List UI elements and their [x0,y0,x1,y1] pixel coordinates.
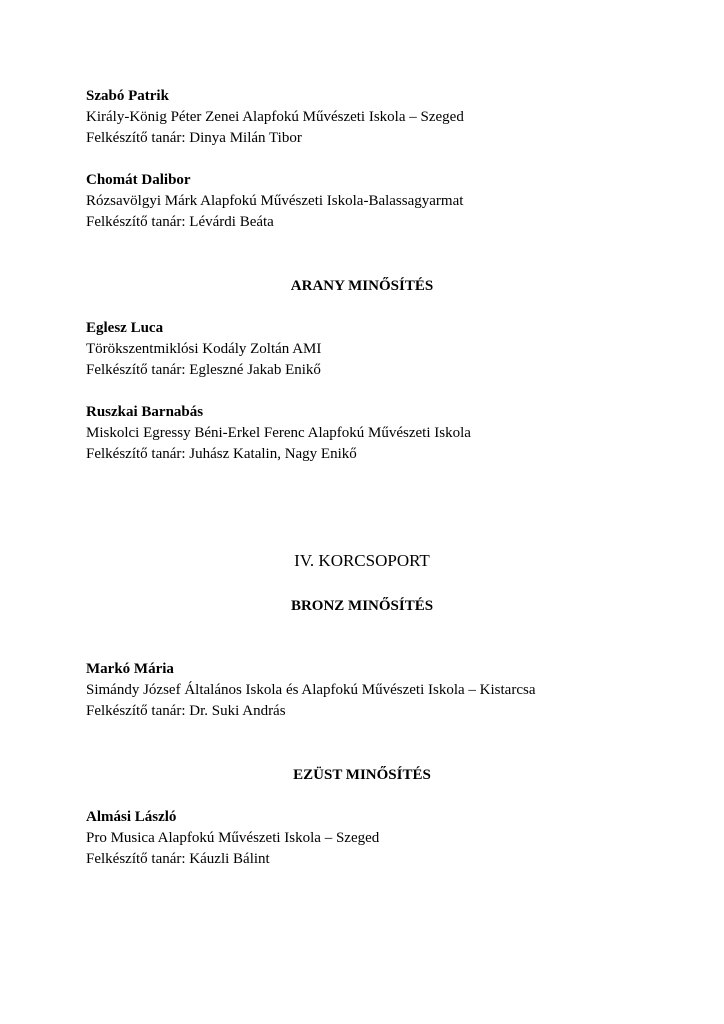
entry-school: Rózsavölgyi Márk Alapfokú Művészeti Iskola-Balassagyarmat [86,193,464,209]
entry-teacher: Felkészítő tanár: Káuzli Bálint [86,851,270,867]
entry-school: Király-König Péter Zenei Alapfokú Művészeti Iskola – Szeged [86,109,464,125]
entry-name: Szabó Patrik [86,88,169,104]
entry-almasi-laszlo [86,807,686,870]
entry-chomat-dalibor [86,170,686,233]
entry-marko-maria [86,659,686,722]
entry-name: Almási László [86,809,177,825]
entry-teacher: Felkészítő tanár: Egleszné Jakab Enikő [86,362,321,378]
entry-ruszkai-barnabas [86,402,686,465]
entry-school: Pro Musica Alapfokú Művészeti Iskola – Szeged [86,830,380,846]
section-heading-ezust: EZÜST MINŐSÍTÉS [293,767,431,783]
entry-school: Miskolci Egressy Béni-Erkel Ferenc Alapfokú Művészeti Iskola [86,425,471,441]
entry-name: Eglesz Luca [86,320,164,336]
entry-name: Markó Mária [86,661,174,677]
entry-school: Törökszentmiklósi Kodály Zoltán AMI [86,341,322,357]
entry-szabo-patrik [86,86,686,149]
entry-school: Simándy József Általános Iskola és Alapfokú Művészeti Iskola – Kistarcsa [86,682,536,698]
entry-teacher: Felkészítő tanár: Juhász Katalin, Nagy Enikő [86,446,357,462]
entry-eglesz-luca [86,318,686,381]
section-heading-arany: ARANY MINŐSÍTÉS [290,278,434,294]
entry-teacher: Felkészítő tanár: Dinya Milán Tibor [86,130,302,146]
entry-teacher: Felkészítő tanár: Dr. Suki András [86,703,286,719]
entry-teacher: Felkészítő tanár: Lévárdi Beáta [86,214,274,230]
entry-name: Chomát Dalibor [86,172,191,188]
section-heading-bronz: BRONZ MINŐSÍTÉS [290,598,434,614]
age-group-title: IV. KORCSOPORT [294,551,430,570]
entry-name: Ruszkai Barnabás [86,404,204,420]
